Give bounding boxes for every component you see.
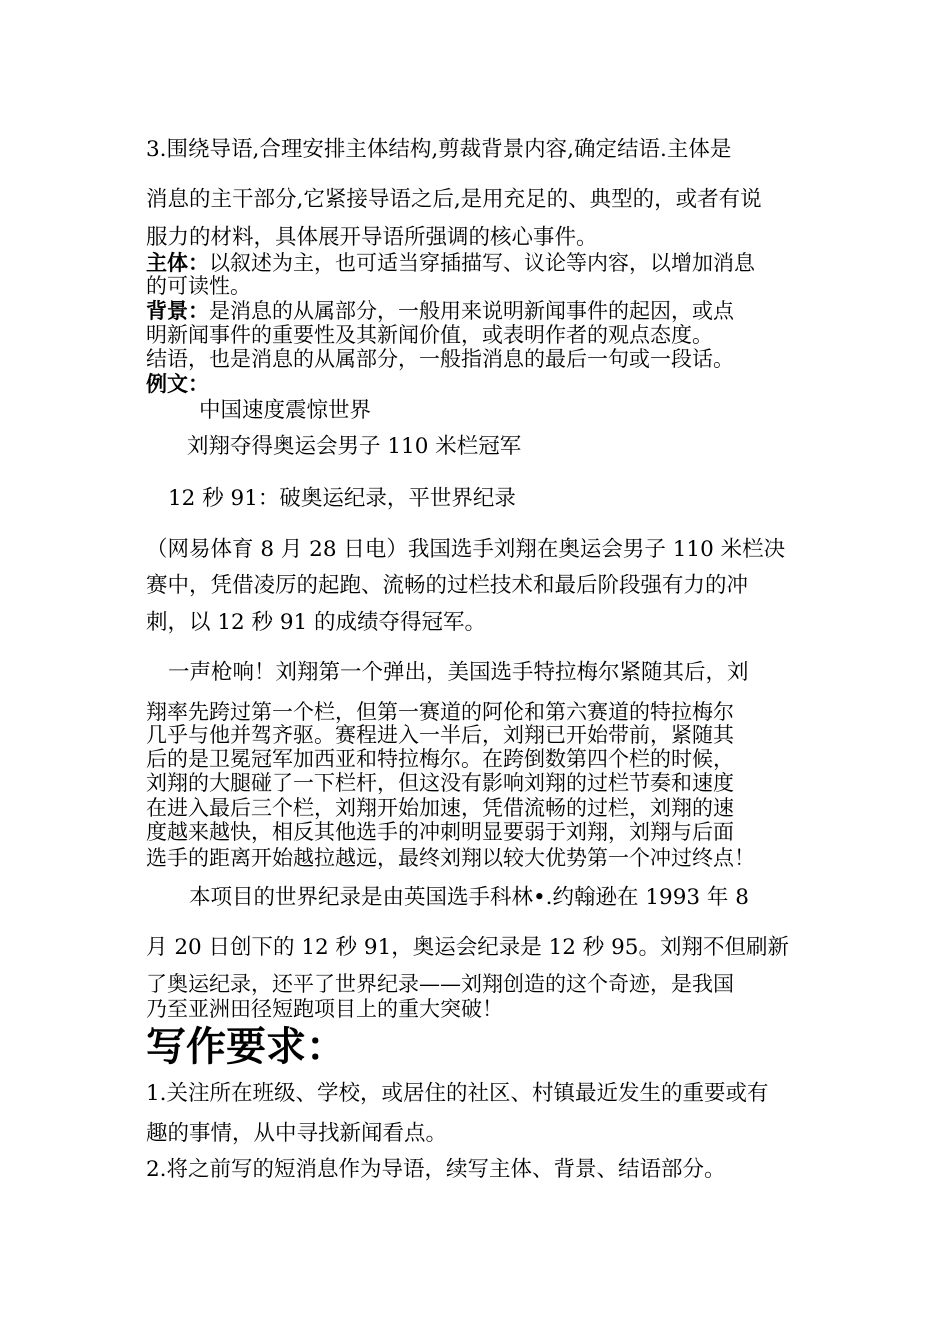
record-line-1: 本项目的世界纪录是由英国选手科林•.约翰逊在 1993 年 8 — [189, 885, 749, 910]
race-line-4: 后的是卫冕冠军加西亚和特拉梅尔。在跨倒数第四个栏的时候， — [146, 747, 734, 771]
lead-line-3: 刺，以 12 秒 91 的成绩夺得冠军。 — [146, 610, 487, 635]
race-line-8: 选手的距离开始越拉越远，最终刘翔以较大优势第一个冲过终点！ — [146, 846, 755, 870]
background-def-text: 是消息的从属部分，一般用来说明新闻事件的起因，或点 — [209, 299, 734, 323]
record-line-3: 了奥运纪录，还平了世界纪录——刘翔创造的这个奇迹，是我国 — [146, 972, 734, 996]
background-def-label: 背景： — [146, 299, 209, 323]
example-label: 例文： — [146, 372, 209, 396]
lead-line-2: 赛中，凭借凌厉的起跑、流畅的过栏技术和最后阶段强有力的冲 — [146, 573, 749, 598]
race-line-5: 刘翔的大腿碰了一下栏杆，但这没有影响刘翔的过栏节奏和速度 — [146, 771, 734, 795]
body-def-line-1 — [146, 251, 755, 275]
race-line-6: 在进入最后三个栏，刘翔开始加速，凭借流畅的过栏，刘翔的速 — [146, 796, 734, 820]
race-line-1: 一声枪响！刘翔第一个弹出，美国选手特拉梅尔紧随其后，刘 — [168, 660, 749, 685]
example-headline-2: 刘翔夺得奥运会男子 110 米栏冠军 — [187, 434, 522, 459]
race-line-3: 几乎与他并驾齐驱。赛程进入一半后，刘翔已开始带前，紧随其 — [146, 723, 734, 747]
race-line-2: 翔率先跨过第一个栏，但第一赛道的阿伦和第六赛道的特拉梅尔 — [146, 700, 734, 724]
body-def-label: 主体： — [146, 251, 209, 275]
record-line-4: 乃至亚洲田径短跑项目上的重大突破！ — [146, 997, 503, 1021]
background-def-line-2: 明新闻事件的重要性及其新闻价值，或表明作者的观点态度。 — [146, 323, 713, 347]
background-def-line-1 — [146, 299, 734, 323]
structure-line-1: 3.围绕导语,合理安排主体结构,剪裁背景内容,确定结语.主体是 — [146, 137, 732, 162]
structure-line-2: 消息的主干部分,它紧接导语之后,是用充足的、典型的，或者有说 — [146, 187, 762, 212]
structure-line-3: 服力的材料，具体展开导语所强调的核心事件。 — [146, 225, 598, 250]
race-line-7: 度越来越快，相反其他选手的冲刺明显要弱于刘翔，刘翔与后面 — [146, 820, 734, 844]
example-headline-3: 12 秒 91：破奥运纪录，平世界纪录 — [168, 486, 516, 511]
requirement-line-1: 1.关注所在班级、学校，或居住的社区、村镇最近发生的重要或有 — [146, 1081, 769, 1106]
body-def-text: 以叙述为主，也可适当穿插描写、议论等内容，以增加消息 — [209, 251, 755, 275]
record-line-2: 月 20 日创下的 12 秒 91，奥运会纪录是 12 秒 95。刘翔不但刷新 — [146, 935, 789, 960]
example-headline-1: 中国速度震惊世界 — [199, 398, 372, 423]
requirement-line-2: 趣的事情，从中寻找新闻看点。 — [146, 1121, 448, 1146]
requirement-line-3: 2.将之前写的短消息作为导语，续写主体、背景、结语部分。 — [146, 1157, 726, 1182]
lead-line-1: （网易体育 8 月 28 日电）我国选手刘翔在奥运会男子 110 米栏决 — [146, 537, 786, 562]
body-def-line-2: 的可读性。 — [146, 274, 251, 298]
conclusion-def: 结语，也是消息的从属部分，一般指消息的最后一句或一段话。 — [146, 347, 734, 371]
requirements-heading: 写作要求： — [146, 1024, 346, 1070]
